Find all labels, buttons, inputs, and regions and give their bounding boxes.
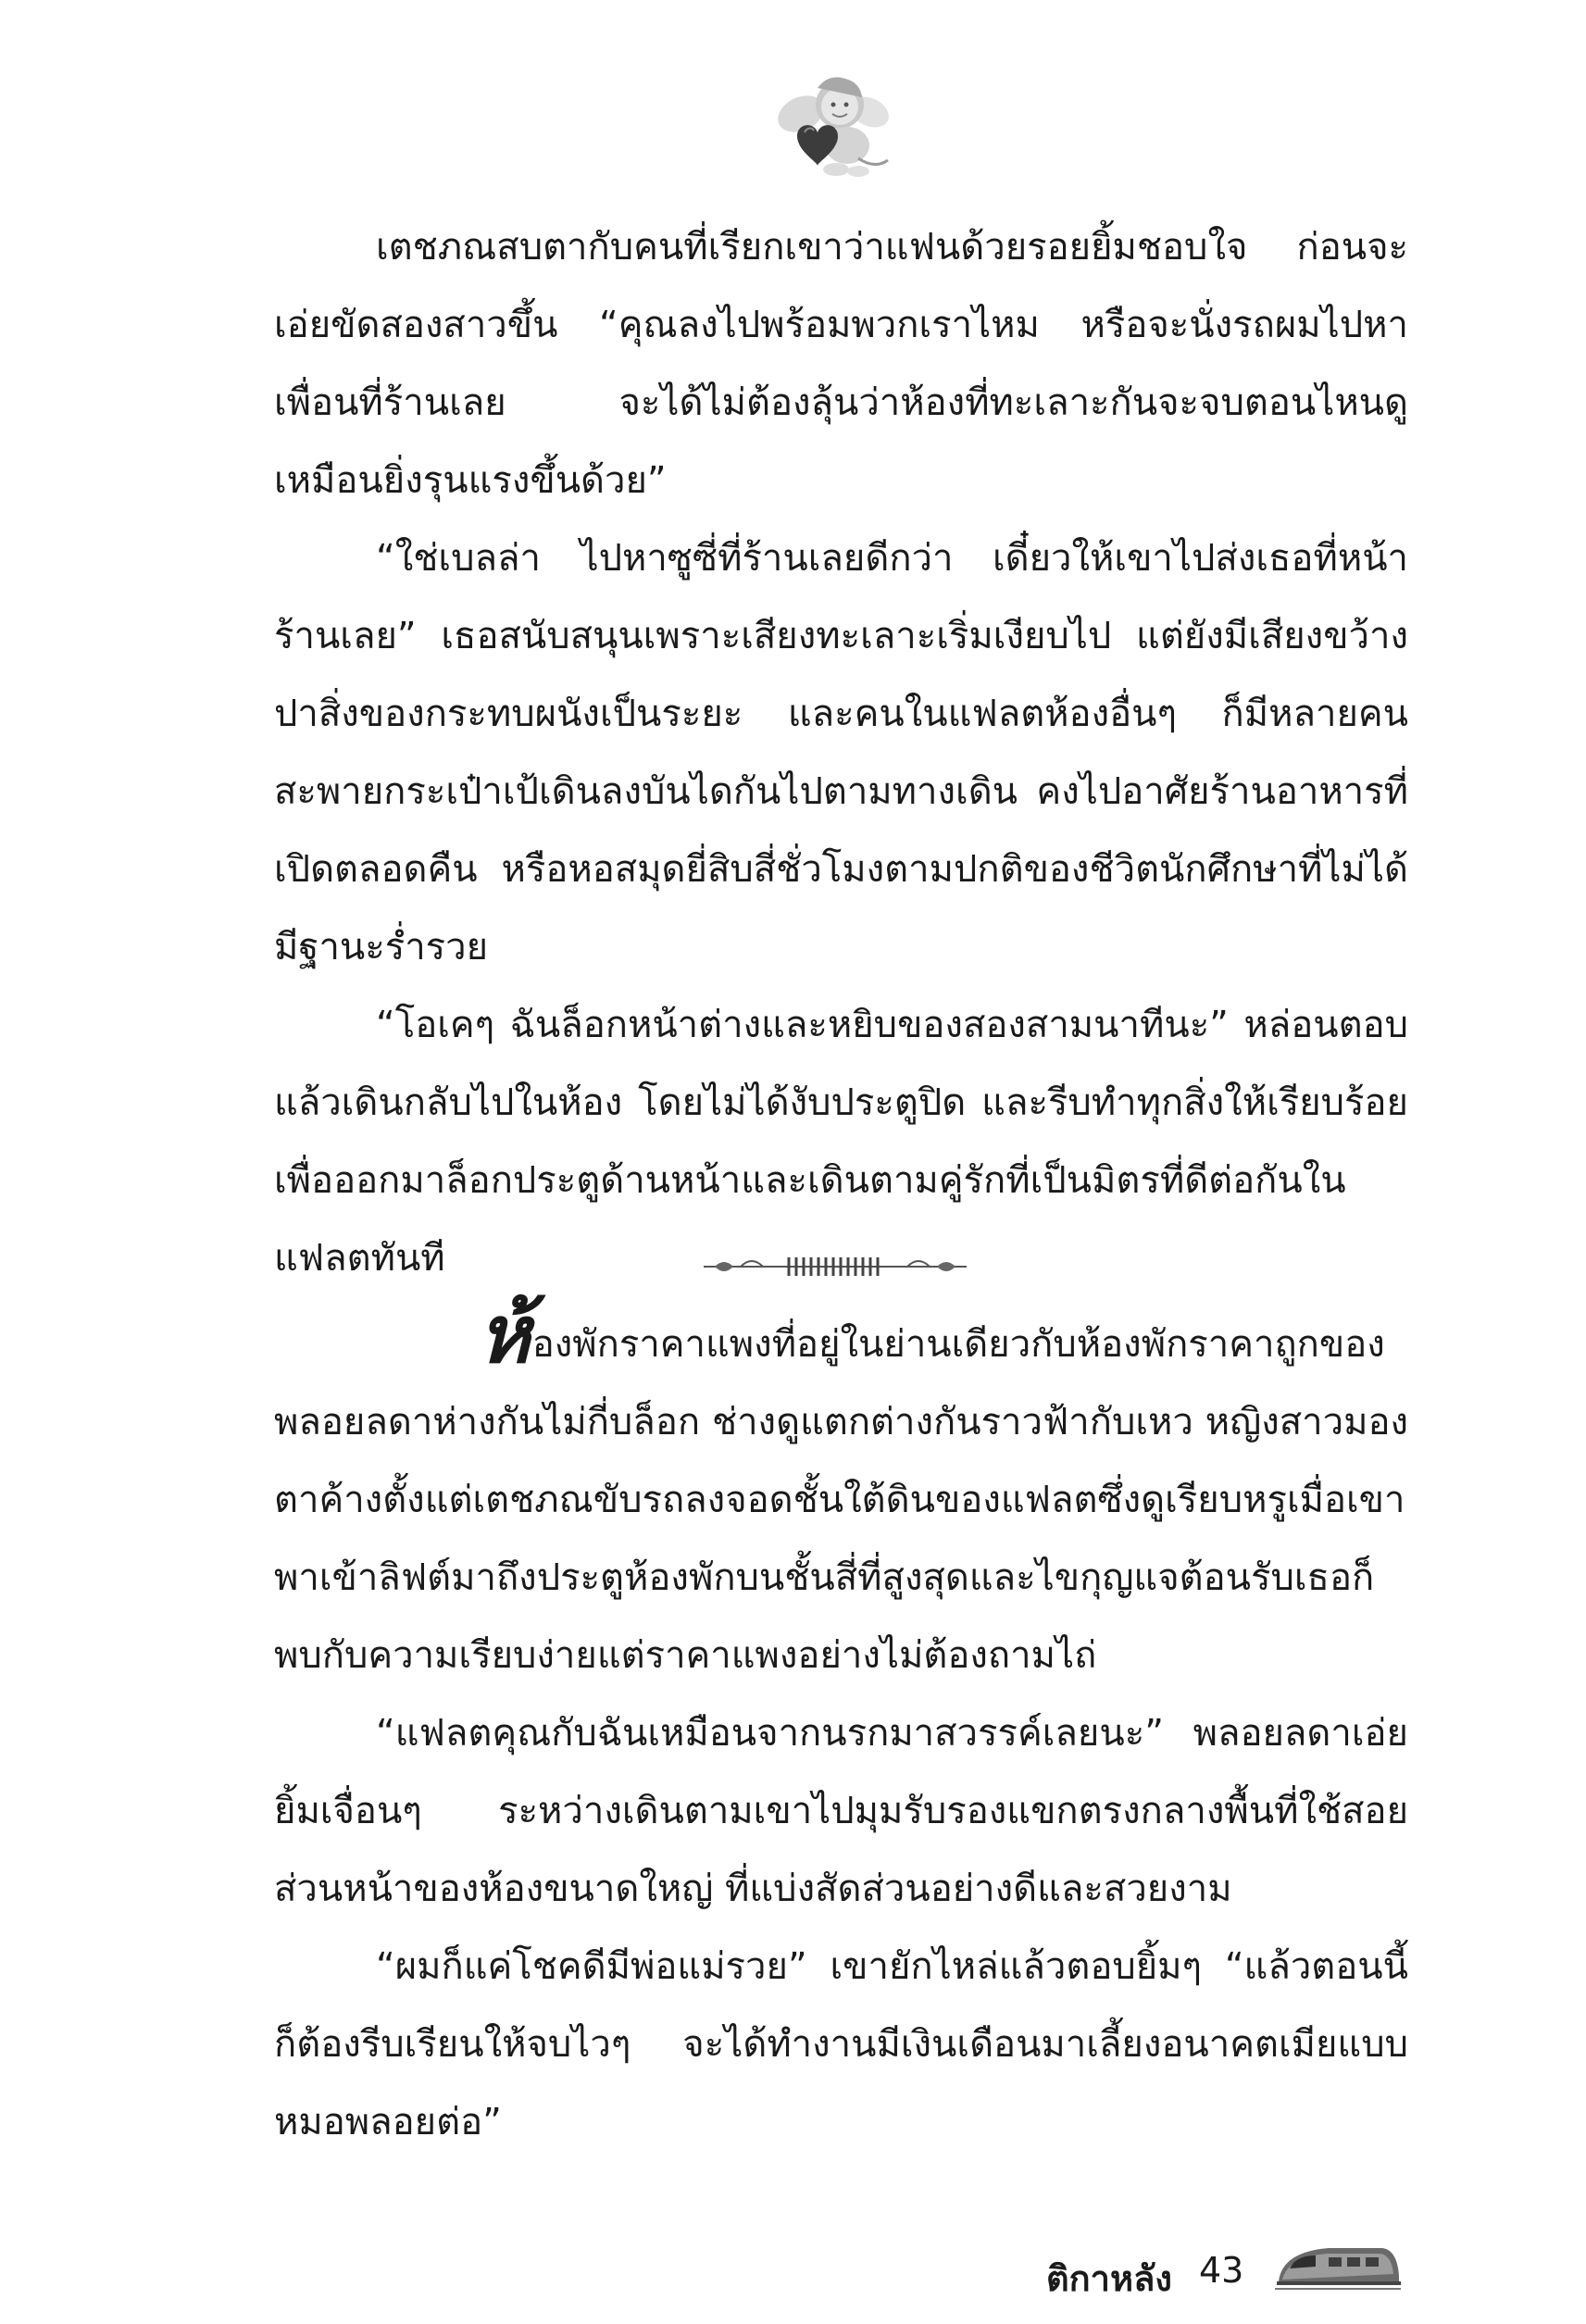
- page-footer: [1046, 2250, 1435, 2324]
- floral-divider-icon: [696, 1250, 974, 1283]
- paragraph: “แฟลตคุณกับฉันเหมือนจากนรกมาสวรรค์เลยนะ” พลอยลดาเอ่ยยิ้มเจื่อนๆ ระหว่างเดินตามเขาไปมุมรับรองแขกตรงกลางพื้นที่ใช้สอยส่วนหน้าของห้องขนาดใหญ่ ที่แบ่งสัดส่วนอย่างดีและสวยงาม: [274, 1712, 1408, 1910]
- cupid-heart-icon: [773, 69, 893, 181]
- drop-cap: ห้: [478, 1289, 531, 1381]
- text-section-2: [274, 1289, 1408, 2161]
- text-section-1: [274, 208, 1408, 1297]
- section-opening-paragraph: [274, 1289, 1408, 1694]
- paragraph: “โอเคๆ ฉันล็อกหน้าต่างและหยิบของสองสามนาทีนะ” หล่อนตอบแล้วเดินกลับไปในห้อง โดยไม่ได้งับประตูปิด และรีบทำทุกสิ่งให้เรียบร้อย เพื่อออกมาล็อกประตูด้านหน้าและเดินตามคู่รักที่เป็นมิตรที่ดีต่อกันในแฟลตทันที: [274, 1004, 1408, 1280]
- train-icon: [1273, 2239, 1403, 2294]
- paragraph: “ใช่เบลล่า ไปหาซูซี่ที่ร้านเลยดีกว่า เดี๋ยวให้เขาไปส่งเธอที่หน้าร้านเลย” เธอสนับสนุนเพราะเสียงทะเลาะเริ่มเงียบไป แต่ยังมีเสียงขว้างปาสิ่งของกระทบผนังเป็นระยะ และคนในแฟลตห้องอื่นๆ ก็มีหลายคนสะพายกระเป๋าเป้เดินลงบันไดกันไปตามทางเดิน คงไปอาศัยร้านอาหารที่เปิดตลอดคืน หรือหอสมุดยี่สิบสี่ชั่วโมงตามปกติของชีวิตนักศึกษาที่ไม่ได้มีฐานะร่ำรวย: [274, 537, 1408, 968]
- book-title: ติกาหลัง: [1046, 2258, 1172, 2299]
- page-number: 43: [1199, 2250, 1244, 2291]
- paragraph: เตชภณสบตากับคนที่เรียกเขาว่าแฟนด้วยรอยยิ้มชอบใจ ก่อนจะเอ่ยขัดสองสาวขึ้น “คุณลงไปพร้อมพวกเราไหม หรือจะนั่งรถผมไปหาเพื่อนที่ร้านเลย จะได้ไม่ต้องลุ้นว่าห้องที่ทะเลาะกันจะจบตอนไหนดูเหมือนยิ่งรุนแรงขึ้นด้วย”: [274, 226, 1408, 502]
- paragraph-text: องพักราคาแพงที่อยู่ในย่านเดียวกับห้องพักราคาถูกของพลอยลดาห่างกันไม่กี่บล็อก ช่างดูแตกต่างกันราวฟ้ากับเหว หญิงสาวมองตาค้างตั้งแต่เตชภณขับรถลงจอดชั้นใต้ดินของแฟลตซึ่งดูเรียบหรูเมื่อเขาพาเข้าลิฟต์มาถึงประตูห้องพักบนชั้นสี่ที่สูงสุดและไขกุญแจต้อนรับเธอก็พบกับความเรียบง่ายแต่ราคาแพงอย่างไม่ต้องถามไถ่: [274, 1323, 1408, 1677]
- paragraph: “ผมก็แค่โชคดีมีพ่อแม่รวย” เขายักไหล่แล้วตอบยิ้มๆ “แล้วตอนนี้ก็ต้องรีบเรียนให้จบไวๆ จะได้ทำงานมีเงินเดือนมาเลี้ยงอนาคตเมียแบบหมอพลอยต่อ”: [274, 1945, 1408, 2143]
